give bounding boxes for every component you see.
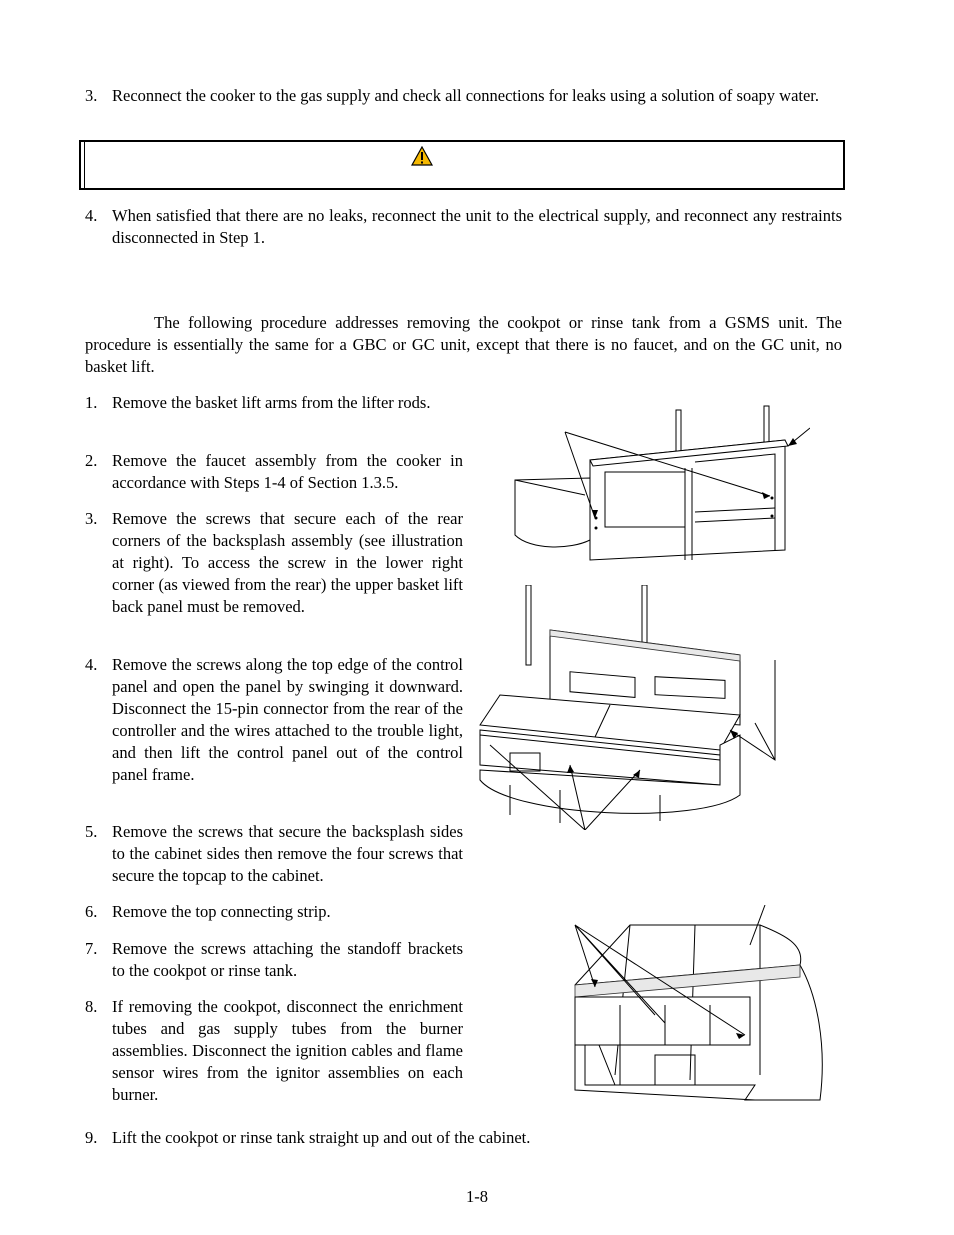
step-number: 6. (85, 902, 98, 921)
step-number: 5. (85, 822, 98, 841)
step-4-top-text: When satisfied that there are no leaks, reconnect the unit to the electrical supply, and reconnect any restraints disconnected in Step 1. (112, 206, 842, 247)
warning-triangle-icon (411, 146, 433, 166)
step-text: Remove the screws attaching the standoff brackets to the cookpot or rinse tank. (112, 939, 463, 980)
step-4-top-number: 4. (85, 206, 98, 225)
step-text: Remove the faucet assembly from the cooker in accordance with Steps 1-4 of Section 1.3.5. (112, 451, 463, 492)
step-text: Lift the cookpot or rinse tank straight up and out of the cabinet. (112, 1128, 531, 1147)
step-number: 9. (85, 1128, 98, 1147)
backsplash-corners-illustration (510, 400, 810, 565)
step-text: Remove the top connecting strip. (112, 902, 331, 921)
step-number: 4. (85, 655, 98, 674)
step-number: 2. (85, 451, 98, 470)
page-number: 1-8 (466, 1187, 488, 1206)
control-panel-illustration (470, 585, 785, 830)
step-text: Remove the screws that secure each of the rear corners of the backsplash assembly (see illustration at right). To access the screw in the lower right corner (as viewed from the rear) the upper basket lift back panel must be removed. (112, 509, 463, 616)
intro-paragraph: The following procedure addresses removing the cookpot or rinse tank from a GSMS unit. The procedure is essentially the same for a GBC or GC unit, except that there is no faucet, and on the GC unit, no basket lift. (85, 313, 842, 376)
step-number: 8. (85, 997, 98, 1016)
step-3-number: 3. (85, 86, 98, 105)
step-3-text: Reconnect the cooker to the gas supply and check all connections for leaks using a solution of soapy water. (112, 86, 820, 105)
step-text: Remove the basket lift arms from the lifter rods. (112, 393, 431, 412)
step-text: If removing the cookpot, disconnect the enrichment tubes and gas supply tubes from the burner assemblies. Disconnect the ignition cables and flame sensor wires from the ignitor assemblies on each burner. (112, 997, 463, 1104)
step-text: Remove the screws along the top edge of the control panel and open the panel by swinging it downward. Disconnect the 15-pin connector from the rear of the controller and the wires attached to the trouble light, and then lift the control panel out of the control panel frame. (112, 655, 463, 784)
step-number: 3. (85, 509, 98, 528)
step-number: 7. (85, 939, 98, 958)
cookpot-brackets-illustration (555, 905, 830, 1105)
warning-box (79, 140, 845, 190)
step-number: 1. (85, 393, 98, 412)
step-text: Remove the screws that secure the backsplash sides to the cabinet sides then remove the four screws that secure the topcap to the cabinet. (112, 822, 463, 885)
